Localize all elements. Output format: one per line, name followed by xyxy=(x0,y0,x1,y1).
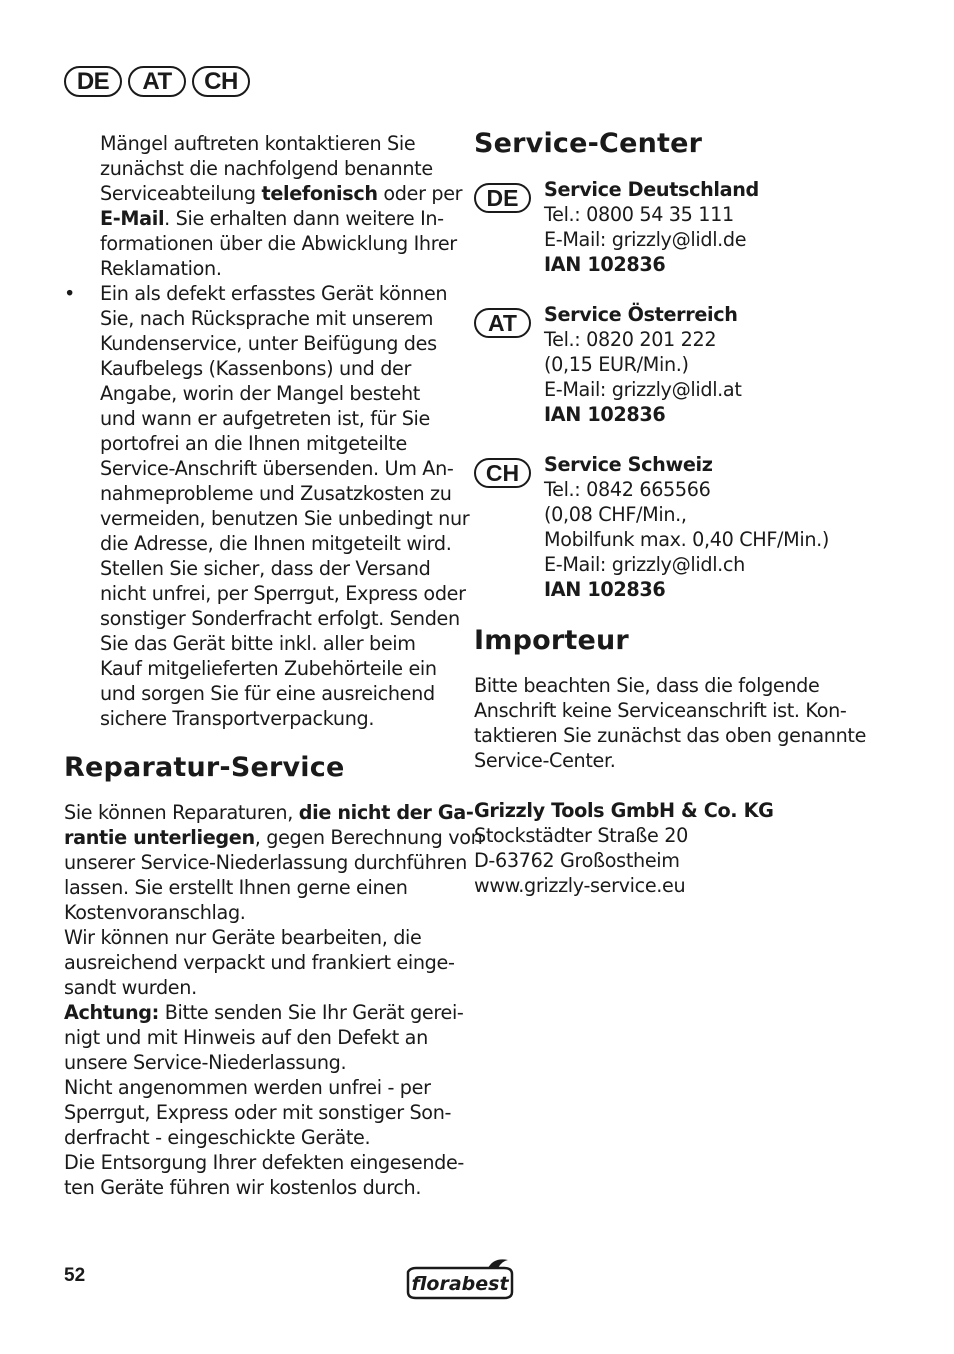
importer-heading: Importeur xyxy=(474,625,629,656)
repair-paragraph xyxy=(64,800,483,1200)
service-contact-line: E-Mail: grizzly@lidl.ch xyxy=(544,553,745,576)
service-contact-line: Tel.: 0800 54 35 111 xyxy=(544,203,734,226)
text-line: Kauf mitgelieferten Zubehörteile ein xyxy=(100,657,437,680)
bullet-text xyxy=(100,281,470,731)
text-line: Ein als defekt erfasstes Gerät können xyxy=(100,282,448,305)
service-contact-line: (0,15 EUR/Min.) xyxy=(544,353,689,376)
text-line: Service-Center. xyxy=(474,749,616,772)
text-line: Stellen Sie sicher, dass der Versand xyxy=(100,557,431,580)
text-line: Mängel auftreten kontaktieren Sie xyxy=(100,132,416,155)
text-line: formationen über die Abwicklung Ihrer xyxy=(100,232,457,255)
ian-number: IAN 102836 xyxy=(544,403,666,426)
text-line: Kostenvoranschlag. xyxy=(64,901,246,924)
text-line: Sie können Reparaturen, die nicht der Ga- xyxy=(64,801,474,824)
text-line: Sie das Gerät bitte inkl. aller beim xyxy=(100,632,416,655)
importer-paragraph xyxy=(474,673,894,773)
text-line: Die Entsorgung Ihrer defekten eingesende- xyxy=(64,1151,465,1174)
text-line: Nicht angenommen werden unfrei - per xyxy=(64,1076,431,1099)
service-title: Service Österreich xyxy=(544,303,738,326)
repair-mid-text xyxy=(64,850,467,1000)
importer-address xyxy=(474,798,894,898)
text-line: sonstiger Sonderfracht erfolgt. Senden xyxy=(100,607,460,630)
text-line: E-Mail. Sie erhalten dann weitere In- xyxy=(100,207,444,230)
text-line: ten Geräte führen wir kostenlos durch. xyxy=(64,1176,422,1199)
address-line: D-63762 Großostheim xyxy=(474,849,680,872)
ian-number: IAN 102836 xyxy=(544,253,666,276)
page-number: 52 xyxy=(64,1265,86,1286)
service-contact-line: E-Mail: grizzly@lidl.at xyxy=(544,378,742,401)
address-line: www.grizzly-service.eu xyxy=(474,874,686,897)
text-line: lassen. Sie erstellt Ihnen gerne einen xyxy=(64,876,408,899)
service-list xyxy=(474,177,894,602)
text-line: sandt wurden. xyxy=(64,976,197,999)
text-line: Sie, nach Rücksprache mit unserem xyxy=(100,307,434,330)
text-line: Kaufbelegs (Kassenbons) und der xyxy=(100,357,412,380)
service-title: Service Deutschland xyxy=(544,178,759,201)
address-line: Stockstädter Straße 20 xyxy=(474,824,688,847)
text-line: und wann er aufgetreten ist, für Sie xyxy=(100,407,430,430)
right-column xyxy=(474,127,894,898)
text-line: Service-Anschrift übersenden. Um An- xyxy=(100,457,454,480)
left-column xyxy=(64,131,483,1200)
text-line: Serviceabteilung telefonisch oder per xyxy=(100,182,463,205)
text-line: nahmeprobleme und Zusatzkosten zu xyxy=(100,482,452,505)
repair-heading: Reparatur-Service xyxy=(64,752,345,783)
country-badge: AT xyxy=(474,308,531,338)
text-line: Angabe, worin der Mangel besteht xyxy=(100,382,420,405)
lang-badge-ch: CH xyxy=(192,66,250,97)
text-line: sichere Transportverpackung. xyxy=(100,707,375,730)
text-line: derfracht - eingeschickte Geräte. xyxy=(64,1126,371,1149)
service-contact-line: Tel.: 0842 665566 xyxy=(544,478,711,501)
text-line: Anschrift keine Serviceanschrift ist. Kon- xyxy=(474,699,847,722)
text-line: vermeiden, benutzen Sie unbedingt nur xyxy=(100,507,470,530)
text-line: rantie unterliegen, gegen Berechnung von xyxy=(64,826,483,849)
text-line: Wir können nur Geräte bearbeiten, die xyxy=(64,926,422,949)
bullet-item xyxy=(64,281,470,731)
company-name: Grizzly Tools GmbH & Co. KG xyxy=(474,799,774,822)
text-line: Reklamation. xyxy=(100,257,222,280)
warranty-paragraph xyxy=(64,131,463,281)
service-contact-line: E-Mail: grizzly@lidl.de xyxy=(544,228,747,251)
text-line: Kundenservice, unter Beifügung des xyxy=(100,332,437,355)
lang-badge-de: DE xyxy=(64,66,122,97)
text-line: Bitte beachten Sie, dass die folgende xyxy=(474,674,820,697)
text-line: nicht unfrei, per Sperrgut, Express oder xyxy=(100,582,466,605)
text-line: die Adresse, die Ihnen mitgeteilt wird. xyxy=(100,532,452,555)
text-line: zunächst die nachfolgend benannte xyxy=(100,157,433,180)
service-title: Service Schweiz xyxy=(544,453,713,476)
florabest-logo xyxy=(404,1258,516,1302)
country-badge: CH xyxy=(474,458,531,488)
service-contact-line: (0,08 CHF/Min., xyxy=(544,503,687,526)
country-badge: DE xyxy=(474,183,531,213)
logo-text: florabest xyxy=(411,1273,509,1295)
service-center-heading: Service-Center xyxy=(474,128,703,159)
text-line: nigt und mit Hinweis auf den Defekt an xyxy=(64,1026,428,1049)
text-line: unserer Service-Niederlassung durchführen xyxy=(64,851,467,874)
service-block-ch xyxy=(474,452,894,602)
service-block-at xyxy=(474,302,894,427)
lang-badge-at: AT xyxy=(128,66,186,97)
ian-number: IAN 102836 xyxy=(544,578,666,601)
repair-tail-text xyxy=(64,1025,465,1200)
text-line: ausreichend verpackt und frankiert einge- xyxy=(64,951,455,974)
service-block-de xyxy=(474,177,894,277)
text-line: portofrei an die Ihnen mitgeteilte xyxy=(100,432,407,455)
text-line: unsere Service-Niederlassung. xyxy=(64,1051,347,1074)
text-line: Sperrgut, Express oder mit sonstiger Son- xyxy=(64,1101,452,1124)
service-contact-line: Mobilfunk max. 0,40 CHF/Min.) xyxy=(544,528,830,551)
service-contact-line: Tel.: 0820 201 222 xyxy=(544,328,717,351)
language-badges xyxy=(64,66,250,97)
text-line: taktieren Sie zunächst das oben genannte xyxy=(474,724,867,747)
bullet-icon: • xyxy=(64,282,76,305)
text-line: Achtung: Bitte senden Sie Ihr Gerät gerei- xyxy=(64,1001,464,1024)
text-line: und sorgen Sie für eine ausreichend xyxy=(100,682,435,705)
